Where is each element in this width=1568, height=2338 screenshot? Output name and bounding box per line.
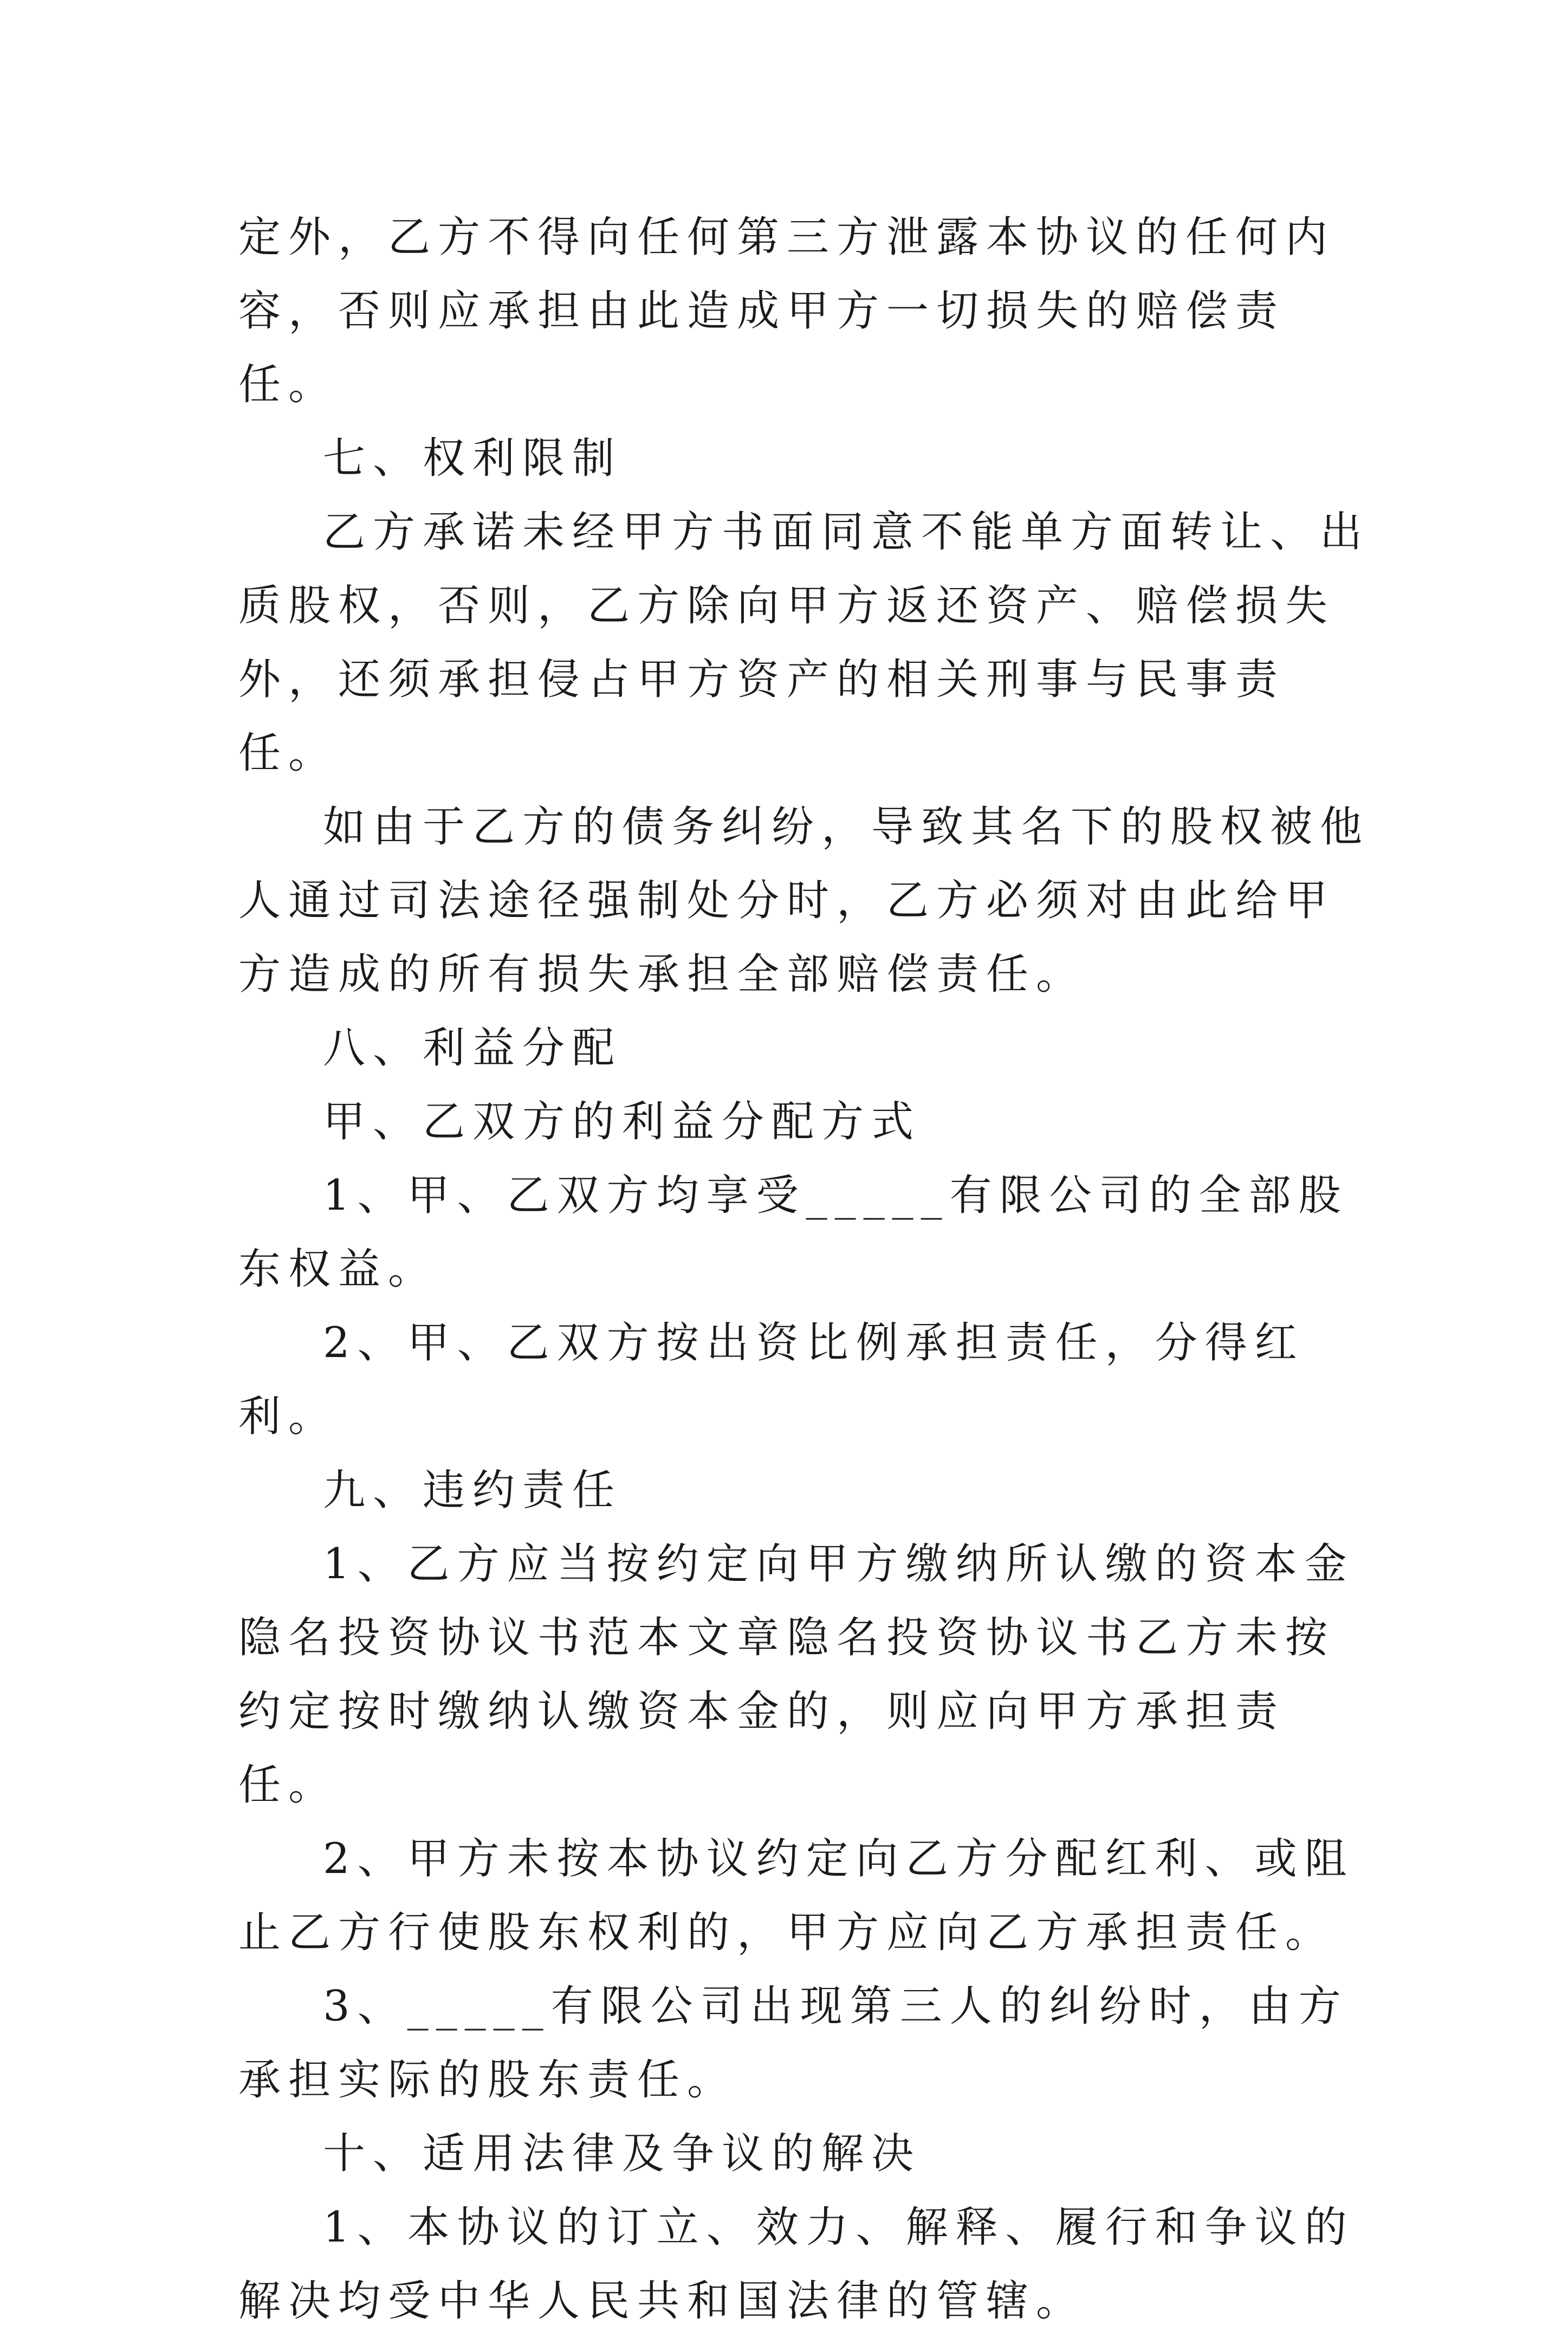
paragraph-no-transfer: 乙方承诺未经甲方书面同意不能单方面转让、出质股权，否则，乙方除向甲方返还资产、赔偿损失外，还须承担侵占甲方资产的相关刑事与民事责任。 [238, 508, 1370, 778]
section-heading-liability: 九、违约责任 [323, 1466, 623, 1515]
paragraph-liability-item-2: 2、甲方未按本协议约定向乙方分配红利、或阻止乙方行使股东权利的，甲方应向乙方承担责任。 [238, 1835, 1355, 1957]
section-heading-governing-law: 十、适用法律及争议的解决 [323, 2129, 922, 2178]
paragraph-liability-item-1: 1、乙方应当按约定向甲方缴纳所认缴的资本金隐名投资协议书范本文章隐名投资协议书乙方未按约定按时缴纳认缴资本金的，则应向甲方承担责任。 [238, 1540, 1355, 1810]
section-heading-profit-distribution: 八、利益分配 [323, 1024, 623, 1073]
paragraph-governing-law-item-1: 1、本协议的订立、效力、解释、履行和争议的解决均受中华人民共和国法律的管辖。 [238, 2203, 1355, 2326]
section-heading-rights-restriction: 七、权利限制 [323, 434, 623, 483]
paragraph-debt-dispute: 如由于乙方的债务纠纷，导致其名下的股权被他人通过司法途径强制处分时，乙方必须对由此给甲方造成的所有损失承担全部赔偿责任。 [238, 803, 1370, 999]
paragraph-confidentiality-continued: 定外，乙方不得向任何第三方泄露本协议的任何内容，否则应承担由此造成甲方一切损失的赔偿责任。 [238, 213, 1336, 409]
paragraph-distribution-item-2: 2、甲、乙双方按出资比例承担责任，分得红利。 [238, 1319, 1305, 1441]
paragraph-liability-item-3: 3、_____有限公司出现第三人的纠纷时，由方承担实际的股东责任。 [238, 1982, 1349, 2104]
paragraph-distribution-item-1: 1、甲、乙双方均享受_____有限公司的全部股东权益。 [238, 1171, 1349, 1294]
document-body [238, 201, 1376, 2338]
paragraph-distribution-method: 甲、乙双方的利益分配方式 [323, 1097, 922, 1146]
